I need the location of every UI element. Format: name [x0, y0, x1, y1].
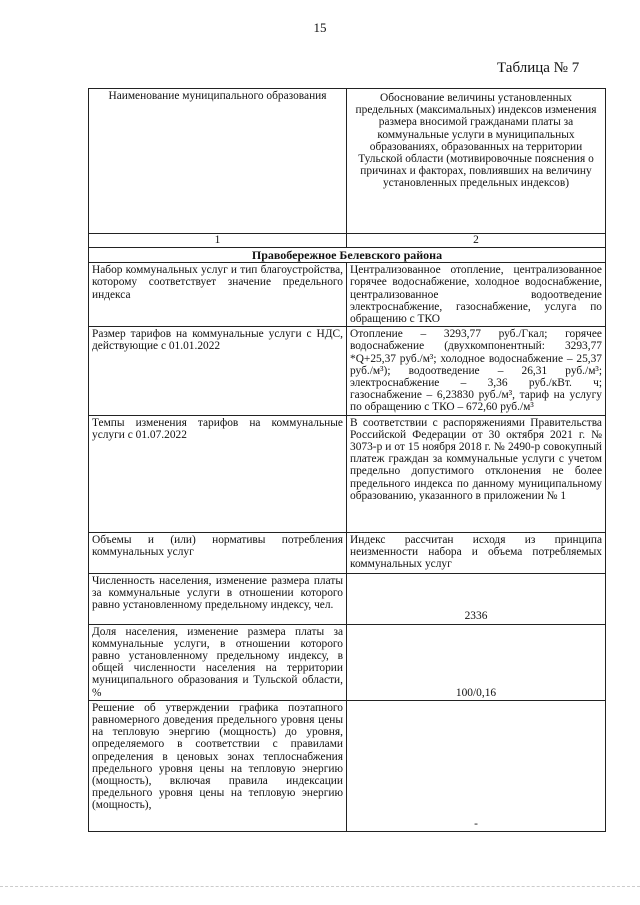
column-number-1: 1	[89, 234, 347, 248]
region-title: Правобережное Белевского района	[89, 248, 606, 263]
row-label: Численность населения, изменение размера платы за коммунальные услуги в отношении которого равно установленному предельному индексу, чел.	[89, 573, 347, 624]
row-label: Решение об утверждении графика поэтапного равномерного доведения предельного уровня цены на тепловую энергию (мощность) до уровня, определяемого в соответствии с правилами определения в ценовых зонах теплоснабжения предельного уровня цены на тепловую энергию (мощность), включая правила индексации предельного уровня цены на тепловую энергию (мощность),	[89, 700, 347, 831]
row-value: -	[347, 700, 606, 831]
footer-divider	[0, 886, 640, 887]
row-value: Индекс рассчитан исходя из принципа неизменности набора и объема потребляемых коммунальных услуг	[347, 532, 606, 573]
column-number-2: 2	[347, 234, 606, 248]
column-number-row	[89, 234, 606, 248]
header-col-justification: Обоснование величины установленных предельных (максимальных) индексов изменения размера вносимой гражданами платы за коммунальные услуги в муниципальных образованиях, образованных на территории Тульской области (мотивировочные пояснения о причинах и факторах, повлиявших на величину установленных предельных индексов)	[347, 89, 606, 234]
table-row	[89, 573, 606, 624]
row-label: Объемы и (или) нормативы потребления коммунальных услуг	[89, 532, 347, 573]
row-label: Набор коммунальных услуг и тип благоустройства, которому соответствует значение предельного индекса	[89, 263, 347, 327]
row-label: Размер тарифов на коммунальные услуги с НДС, действующие с 01.01.2022	[89, 327, 347, 415]
row-value: 2336	[347, 573, 606, 624]
header-col-municipality: Наименование муниципального образования	[89, 89, 347, 234]
table-row	[89, 532, 606, 573]
page-number: 15	[313, 20, 327, 35]
table-row	[89, 415, 606, 532]
table-row	[89, 263, 606, 327]
table-caption: Таблица № 7	[497, 60, 580, 76]
row-value: Централизованное отопление, централизованное горячее водоснабжение, холодное водоснабжение, централизованное водоотведение электроснабжение, газоснабжение, услуга по обращению с ТКО	[347, 263, 606, 327]
row-value: Отопление – 3293,77 руб./Гкал; горячее водоснабжение (двухкомпонентный: 3293,77 *Q+25,37 руб./м³; холодное водоснабжение – 25,37 руб./м³); водоотведение – 26,31 руб./м³; электроснабжение – 3,36 руб./кВт. ч; газоснабжение – 6,23830 руб./м³, тариф на услугу по обращению с ТКО – 672,60 руб./м³	[347, 327, 606, 415]
table-header-row	[89, 89, 606, 234]
justification-table	[88, 88, 606, 832]
row-label: Темпы изменения тарифов на коммунальные услуги с 01.07.2022	[89, 415, 347, 532]
row-label: Доля населения, изменение размера платы за коммунальные услуги, в отношении которого равно установленному предельному индексу, в общей численности населения на территории муниципального образования и Тульской области, %	[89, 624, 347, 700]
table-row	[89, 624, 606, 700]
row-value: 100/0,16	[347, 624, 606, 700]
table-row	[89, 700, 606, 831]
table-row	[89, 327, 606, 415]
region-row	[89, 248, 606, 263]
row-value: В соответствии с распоряжениями Правительства Российской Федерации от 30 октября 2021 г. № 3073-р и от 15 ноября 2018 г. № 2490-р совокупный платеж граждан за коммунальные услуги с учетом предельно допустимого отклонения не более предельного индекса по данному муниципальному образованию, указанного в приложении № 1	[347, 415, 606, 532]
